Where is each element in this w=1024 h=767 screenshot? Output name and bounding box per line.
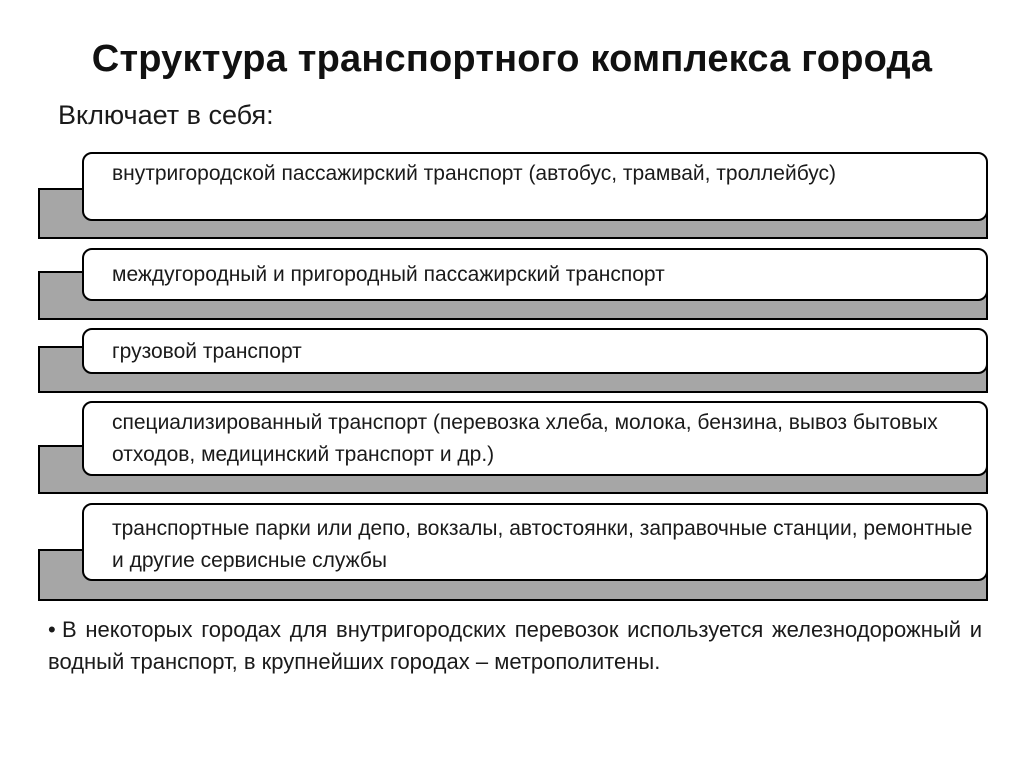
item-text: специализированный транспорт (перевозка хлеба, молока, бензина, вывоз бытовых отходов, медицинский транспорт и др.) [112,411,938,466]
item-text: транспортные парки или депо, вокзалы, автостоянки, заправочные станции, ремонтные и другие сервисные службы [112,517,973,572]
item-text: внутригородской пассажирский транспорт (автобус, трамвай, троллейбус) [112,162,837,185]
footnote [48,614,982,678]
item-box [82,503,988,581]
footnote-text: В некоторых городах для внутригородских перевозок используется железнодорожный и водный транспорт, в крупнейших городах – метрополитены. [48,617,982,674]
item-text: междугородный и пригородный пассажирский транспорт [112,263,665,286]
item-box [82,328,988,374]
slide-subtitle: Включает в себя: [58,100,274,130]
bullet-icon: • [48,617,56,642]
item-text: грузовой транспорт [112,340,302,363]
item-box [82,152,988,221]
item-box [82,248,988,301]
item-box [82,401,988,476]
slide-title: Структура транспортного комплекса города [91,38,933,80]
